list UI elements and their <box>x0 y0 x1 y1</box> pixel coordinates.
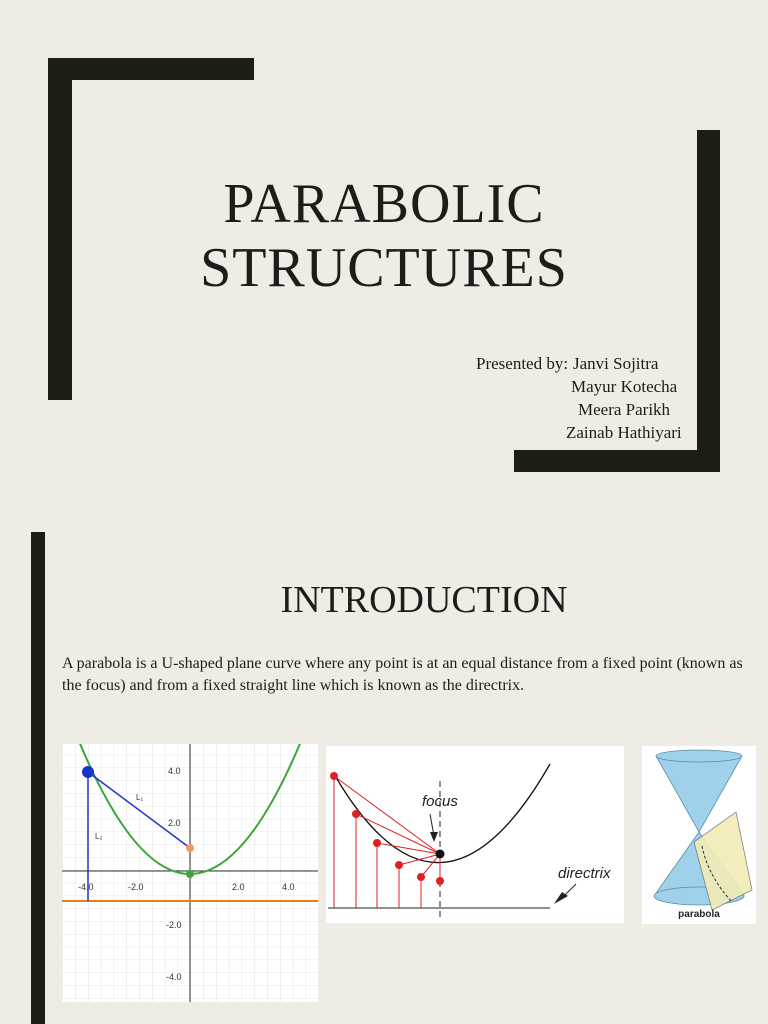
figure-parabola-graph <box>62 744 318 1002</box>
y-tick-label: -4.0 <box>166 972 182 982</box>
figure-focus-directrix <box>326 746 624 923</box>
focus-directrix-svg <box>326 746 624 923</box>
slide-title-line-2: STRUCTURES <box>200 237 568 299</box>
y-tick-label: 4.0 <box>168 766 181 776</box>
y-tick-label: -2.0 <box>166 920 182 930</box>
focus-point <box>436 850 445 859</box>
upper-cone-rim <box>656 750 742 762</box>
presenters-block <box>440 352 690 444</box>
focus-arrowhead <box>430 832 438 842</box>
y-tick-label: 2.0 <box>168 818 181 828</box>
frame-corner-top-left-vertical <box>48 58 72 400</box>
frame-corner-top-left-horizontal <box>48 58 254 80</box>
introduction-slide <box>0 500 768 1024</box>
directrix-label: directrix <box>558 865 611 882</box>
presenter-name: Janvi Sojitra <box>573 354 659 373</box>
figure-conic-section <box>642 746 756 924</box>
conic-section-svg <box>642 746 756 924</box>
presenter-name: Meera Parikh <box>578 400 671 419</box>
focus-point <box>186 844 194 852</box>
slide-title-line-1: PARABOLIC <box>223 173 545 235</box>
presented-by-label: Presented by: <box>476 354 569 373</box>
frame-corner-bottom-right-horizontal <box>514 450 720 472</box>
frame-corner-bottom-right-vertical <box>697 130 720 472</box>
introduction-paragraph: A parabola is a U-shaped plane curve where any point is at an equal distance from a fixed point (known as the focus) and from a fixed straight line which is known as the directrix. <box>62 655 743 694</box>
label-l2: L₂ <box>95 832 103 841</box>
x-tick-label: -2.0 <box>128 882 144 892</box>
parabola-graph-svg <box>62 744 318 1002</box>
title-slide <box>0 0 768 500</box>
parabola-caption: parabola <box>678 909 720 920</box>
vertex-point <box>186 870 194 878</box>
label-l1: L₁ <box>136 793 144 802</box>
introduction-heading: INTRODUCTION <box>280 579 568 621</box>
presenter-name: Zainab Hathiyari <box>566 423 682 442</box>
presenter-name: Mayur Kotecha <box>571 377 678 396</box>
focus-label: focus <box>422 793 458 810</box>
curve-point <box>82 766 94 778</box>
x-tick-label: 4.0 <box>282 882 295 892</box>
x-tick-label: -4.0 <box>78 882 94 892</box>
slide-title <box>110 172 658 300</box>
parabola-curve <box>334 764 550 863</box>
x-tick-label: 2.0 <box>232 882 245 892</box>
